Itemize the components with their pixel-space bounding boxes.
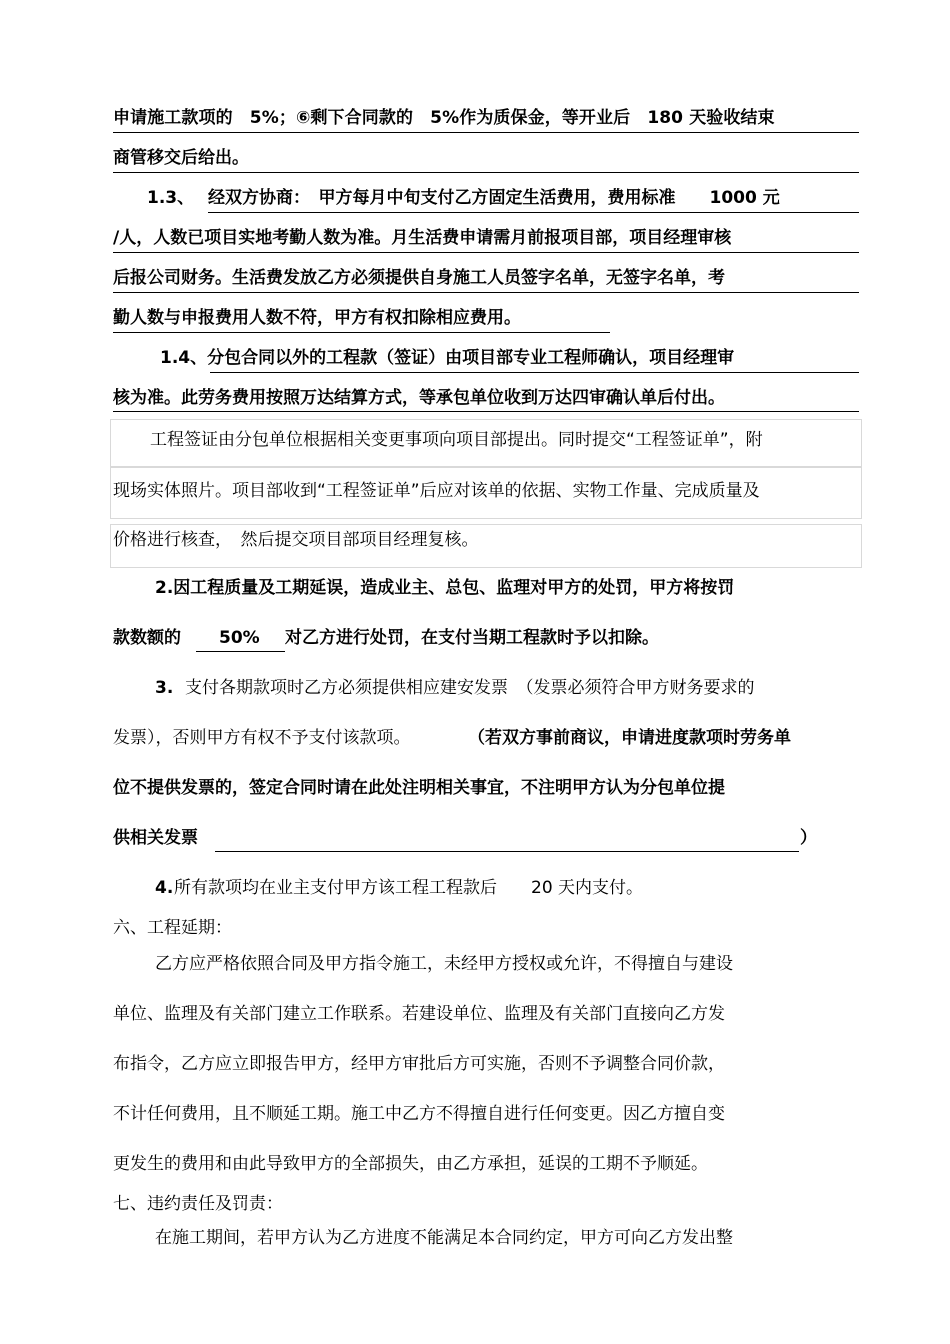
text-line: 2.因工程质量及工期延误，造成业主、总包、监理对甲方的处罚，甲方将按罚 bbox=[155, 578, 735, 598]
underline bbox=[113, 172, 859, 173]
text-line: 不计任何费用，且不顺延工期。施工中乙方不得擅自进行任何变更。因乙方擅自变 bbox=[113, 1104, 725, 1124]
clause-number: 3. bbox=[155, 678, 174, 698]
text-line: 乙方应严格依照合同及甲方指令施工，未经甲方授权或允许，不得擅自与建设 bbox=[155, 954, 733, 974]
text-line: 工程签证由分包单位根据相关变更事项向项目部提出。同时提交“工程签证单”，附 bbox=[150, 430, 763, 450]
text-line: 款数额的 bbox=[113, 628, 181, 648]
underline bbox=[208, 212, 859, 213]
signature-blank bbox=[215, 851, 799, 852]
text-line: 价格进行核查， 然后提交项目部项目经理复核。 bbox=[113, 530, 479, 550]
text-line: 发票），否则甲方有权不予支付该款项。 bbox=[113, 728, 411, 748]
text-line: 后报公司财务。生活费发放乙方必须提供自身施工人员签字名单，无签字名单，考 bbox=[113, 268, 725, 288]
text-line: 现场实体照片。项目部收到“工程签证单”后应对该单的依据、实物工作量、完成质量及 bbox=[113, 481, 760, 501]
text-line: ） bbox=[800, 828, 817, 848]
text-line: 对乙方进行处罚，在支付当期工程款时予以扣除。 bbox=[285, 628, 659, 648]
underline bbox=[113, 332, 610, 333]
text-line: 经双方协商： 甲方每月中旬支付乙方固定生活费用，费用标准 1000 元 bbox=[208, 188, 780, 208]
text-line: 勤人数与申报费用人数不符，甲方有权扣除相应费用。 bbox=[113, 308, 521, 328]
underline bbox=[196, 651, 285, 652]
penalty-rate: 50% bbox=[219, 628, 260, 648]
text-line: 位不提供发票的，签定合同时请在此处注明相关事宜，不注明甲方认为分包单位提 bbox=[113, 778, 725, 798]
underline bbox=[113, 132, 859, 133]
text-line: 核为准。此劳务费用按照万达结算方式，等承包单位收到万达四审确认单后付出。 bbox=[113, 388, 725, 408]
text-line: 所有款项均在业主支付甲方该工程工程款后 20 天内支付。 bbox=[174, 878, 644, 898]
text-line: （若双方事前商议，申请进度款项时劳务单 bbox=[468, 728, 791, 748]
text-line: 更发生的费用和由此导致甲方的全部损失，由乙方承担，延误的工期不予顺延。 bbox=[113, 1154, 708, 1174]
text-line: 供相关发票 bbox=[113, 828, 198, 848]
text-line: 布指令，乙方应立即报告甲方，经甲方审批后方可实施，否则不予调整合同价款， bbox=[113, 1054, 725, 1074]
text-line: 申请施工款项的 5%；⑥剩下合同款的 5%作为质保金，等开业后 180 天验收结束 bbox=[113, 108, 775, 128]
clause-number: 4. bbox=[155, 878, 174, 898]
underline bbox=[113, 292, 859, 293]
underline bbox=[113, 411, 859, 412]
text-line: 单位、监理及有关部门建立工作联系。若建设单位、监理及有关部门直接向乙方发 bbox=[113, 1004, 725, 1024]
text-line: 1.4、分包合同以外的工程款（签证）由项目部专业工程师确认，项目经理审 bbox=[160, 348, 735, 368]
text-line: 在施工期间，若甲方认为乙方进度不能满足本合同约定，甲方可向乙方发出整 bbox=[155, 1228, 733, 1248]
text-line: 支付各期款项时乙方必须提供相应建安发票 （发票必须符合甲方财务要求的 bbox=[185, 678, 755, 698]
underline bbox=[210, 372, 859, 373]
underline bbox=[113, 252, 859, 253]
text-line: 商管移交后给出。 bbox=[113, 148, 249, 168]
clause-number: 1.3、 bbox=[147, 188, 195, 208]
section-heading: 六、工程延期： bbox=[113, 918, 232, 938]
text-line: /人，人数已项目实地考勤人数为准。月生活费申请需月前报项目部，项目经理审核 bbox=[113, 228, 732, 248]
section-heading: 七、违约责任及罚责： bbox=[113, 1194, 283, 1214]
